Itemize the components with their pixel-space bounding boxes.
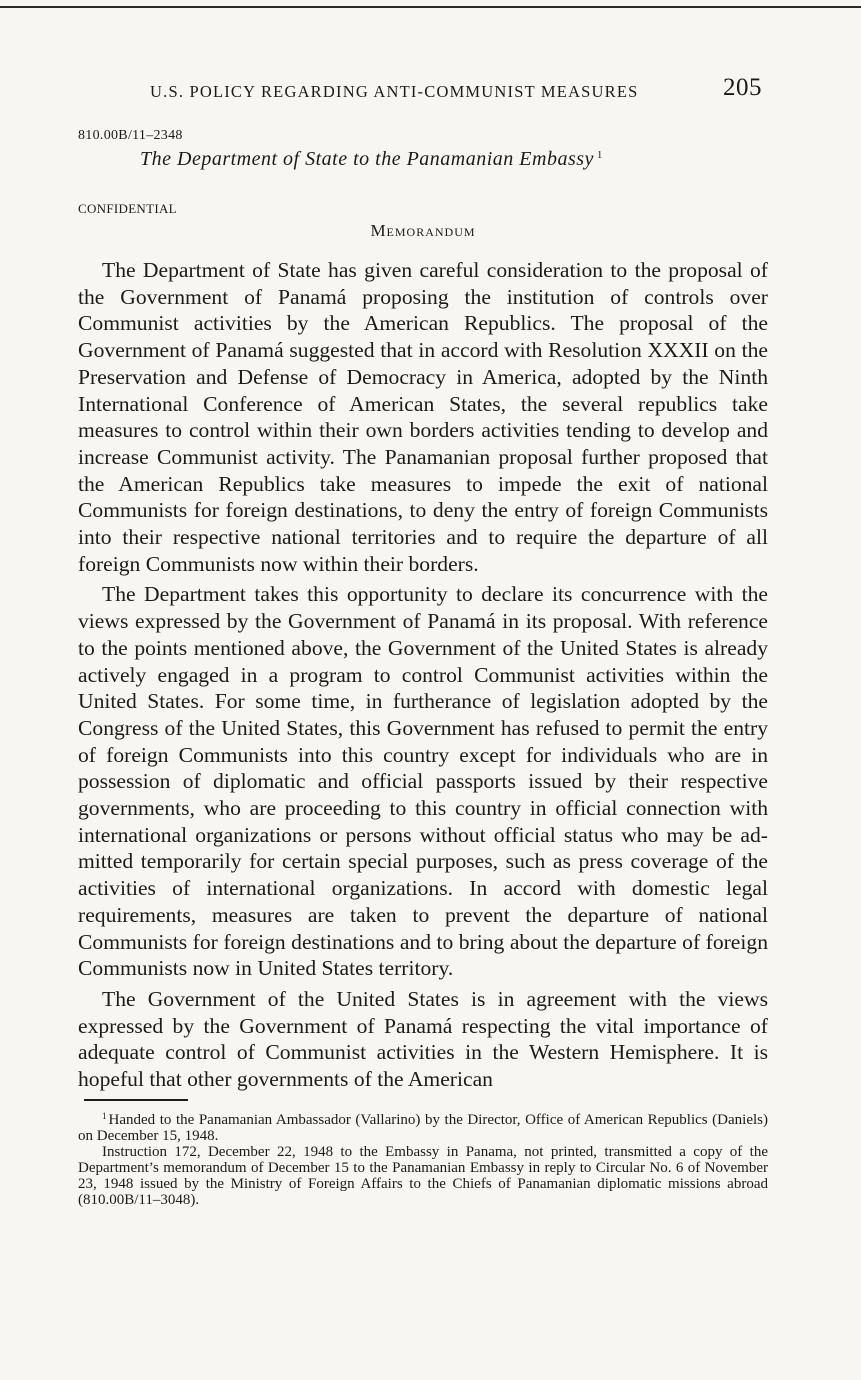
body-paragraph-2: The Department takes this opportunity to declare its concurrence with the views expressed by the Government of Panamá in its proposal. With reference to the points mentioned above, the Government of the United States is already actively engaged in a program to control Communist activities within the United States. For some time, in furtherance of legislation adopted by the Congress of the United States, this Government has refused to permit the entry of foreign Communists into this country except for individuals who are in possession of diplomatic and official passports issued by their respective governments, who are proceeding to this country in official connection with international organizations or persons without official status who may be admitted temporarily for certain special purposes, such as press coverage of the activities of international organizations. In accord with domestic legal requirements, measures are taken to prevent the departure of national Communists for foreign destinations and to bring about the departure of foreign Communists now in United States territory. bbox=[78, 582, 768, 981]
running-head bbox=[78, 74, 768, 110]
file-number: 810.00B/11–2348 bbox=[78, 128, 183, 143]
footnote-1 bbox=[78, 1108, 768, 1144]
document-heading-text: The Department of State to the Panamanian Embassy bbox=[140, 148, 594, 170]
running-head-title: U.S. POLICY REGARDING ANTI-COMMUNIST MEASURES bbox=[150, 82, 639, 101]
footnote-1-text: Handed to the Panamanian Ambassador (Vallarino) by the Director, Office of American Republics (Daniels) on December 15, 1948. bbox=[78, 1111, 768, 1144]
footnote-1-marker: 1 bbox=[102, 1110, 107, 1121]
memo-body bbox=[78, 257, 768, 1093]
footnotes bbox=[78, 1108, 768, 1209]
classification-label: CONFIDENTIAL bbox=[78, 201, 177, 216]
footnote-1-continuation: Instruction 172, December 22, 1948 to the Embassy in Panama, not printed, transmitted a copy of the Department’s memorandum of December 15 to the Panamanian Embassy in reply to Circular No. 6 of November 23, 1948 issued by the Ministry of Foreign Affairs to the Chiefs of Panamanian diplomatic missions abroad (810.00B/11–3048). bbox=[78, 1143, 768, 1209]
body-paragraph-3: The Government of the United States is in agreement with the views expressed by the Government of Panamá respecting the vital importance of adequate control of Communist activities in the Western Hemisphere. It is hopeful that other governments of the American bbox=[78, 986, 768, 1092]
book-page bbox=[78, 74, 768, 1208]
top-border-rule bbox=[0, 6, 861, 8]
document-heading bbox=[140, 148, 768, 171]
body-paragraph-1: The Department of State has given careful consideration to the proposal of the Government of Panamá proposing the institution of controls over Communist activities by the American Republics. The proposal of the Government of Panamá suggested that in accord with Resolution XXXII on the Preservation and Defense of Democracy in America, adopted by the Ninth International Conference of American States, the several republics take measures to control within their own borders activities tending to develop and increase Communist activity. The Panamanian proposal further proposed that the American Republics take measures to impede the exit of national Communists for foreign destinations, to deny the entry of foreign Communists into their respective national territories and to require the departure of all foreign Communists now within their borders. bbox=[78, 258, 768, 576]
page-number: 205 bbox=[723, 74, 762, 101]
footnote-divider bbox=[84, 1099, 188, 1101]
heading-footnote-marker: 1 bbox=[596, 149, 603, 161]
memo-title: Memorandum bbox=[370, 221, 476, 240]
